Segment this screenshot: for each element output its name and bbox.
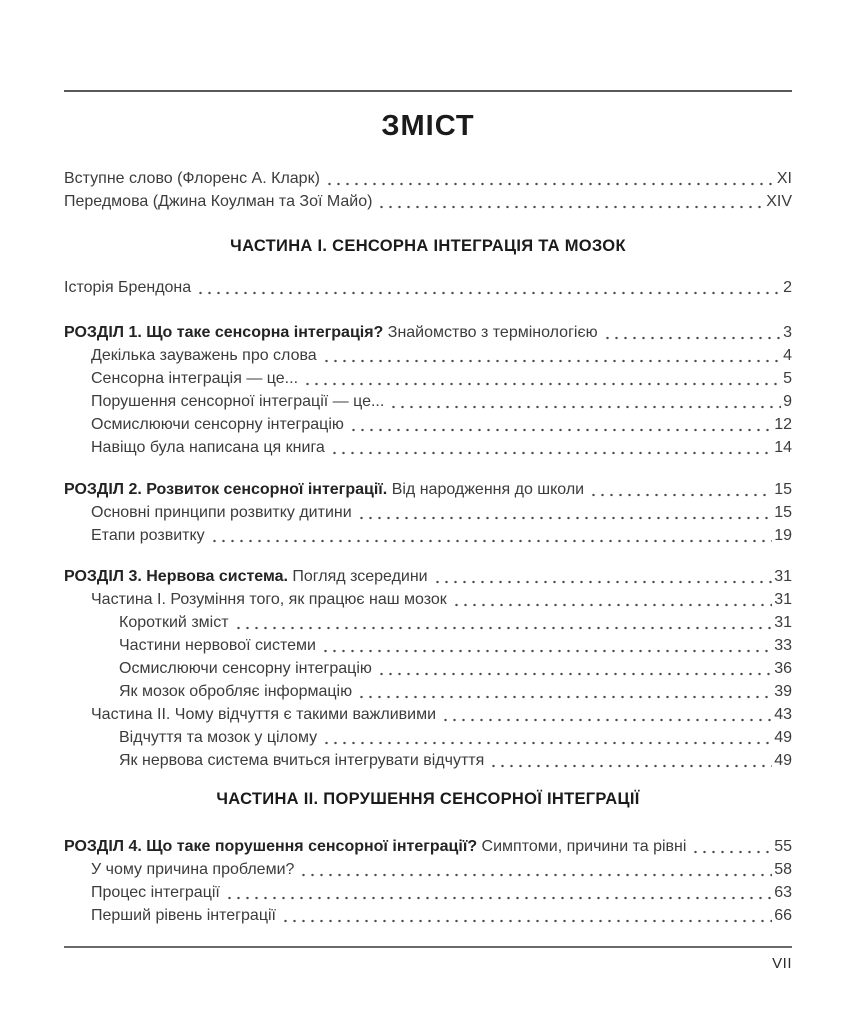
dot-leader: [357, 501, 773, 524]
toc-entry: [64, 858, 792, 881]
toc-entry-page: 31: [774, 591, 792, 608]
toc-entry: [64, 344, 792, 367]
toc-entry: [64, 881, 792, 904]
toc-entry-label: Сенсорна інтеграція — це...: [91, 370, 299, 387]
toc-entry: [64, 276, 792, 299]
top-rule: [64, 90, 792, 92]
toc-entry-chapter-label: РОЗДІЛ 4. Що таке порушення сенсорної інтеграції?: [64, 838, 478, 855]
toc-entry-page: 49: [774, 752, 792, 769]
toc-entry: [64, 904, 792, 927]
toc-entry-label: Передмова (Джина Коулман та Зої Майо): [64, 193, 373, 210]
dot-leader: [234, 611, 773, 634]
part-heading: ЧАСТИНА І. СЕНСОРНА ІНТЕГРАЦІЯ ТА МОЗОК: [230, 237, 626, 255]
toc-entry: [64, 190, 792, 213]
toc-entry-page: 63: [774, 884, 792, 901]
toc-entry-label: Основні принципи розвитку дитини: [91, 504, 352, 521]
toc-entry-label: Етапи розвитку: [91, 527, 205, 544]
toc-entry-label: Осмислюючи сенсорну інтеграцію: [91, 416, 344, 433]
front-matter-block: [64, 167, 792, 213]
dot-leader: [299, 858, 772, 881]
toc-entry-label: Відчуття та мозок у цілому: [119, 729, 318, 746]
toc-entry-page: 31: [774, 614, 792, 631]
dot-leader: [330, 436, 772, 459]
toc-entry-page: 9: [783, 393, 792, 410]
toc-entry-label: [64, 565, 428, 588]
toc-entry-subtitle: Симптоми, причини та рівні: [477, 838, 687, 855]
toc-entry-label: Навіщо була написана ця книга: [91, 439, 325, 456]
toc-entry: [64, 680, 792, 703]
toc-entry: [64, 565, 792, 588]
toc-entry-label: [64, 835, 686, 858]
toc-entry-label: Як мозок обробляє інформацію: [119, 683, 353, 700]
toc-entry: [64, 367, 792, 390]
toc-entry-subtitle: Знайомство з термінологією: [383, 324, 598, 341]
toc-entry: [64, 413, 792, 436]
dot-leader: [321, 634, 772, 657]
toc-entry-page: XIV: [766, 193, 792, 210]
dot-leader: [303, 367, 781, 390]
toc-entry: [64, 501, 792, 524]
toc-entry-label: Частина І. Розуміння того, як працює наш мозок: [91, 591, 447, 608]
dot-leader: [377, 190, 764, 213]
toc-entry-page: 66: [774, 907, 792, 924]
toc-entry-chapter-label: РОЗДІЛ 2. Розвиток сенсорної інтеграції.: [64, 481, 388, 498]
toc-entry-label: Історія Брендона: [64, 279, 192, 296]
bottom-rule: [64, 946, 792, 948]
chapter-1-block: [64, 321, 792, 459]
toc-entry-page: 4: [783, 347, 792, 364]
toc-entry-label: Порушення сенсорної інтеграції — це...: [91, 393, 385, 410]
toc-entry-page: 2: [783, 279, 792, 296]
dot-leader: [433, 565, 773, 588]
toc-entry: [64, 634, 792, 657]
toc-entry-chapter-label: РОЗДІЛ 3. Нервова система.: [64, 568, 288, 585]
dot-leader: [389, 390, 781, 413]
dot-leader: [357, 680, 772, 703]
toc-entry-label: У чому причина проблеми?: [91, 861, 295, 878]
toc-entry-page: 33: [774, 637, 792, 654]
toc-entry: [64, 436, 792, 459]
toc-entry-label: Частина ІІ. Чому відчуття є такими важливими: [91, 706, 437, 723]
toc-entry-label: Вступне слово (Флоренс А. Кларк): [64, 170, 320, 187]
chapter-3-block: [64, 565, 792, 772]
toc-entry-page: 15: [774, 504, 792, 521]
dot-leader: [589, 478, 772, 501]
toc-entry-chapter-label: РОЗДІЛ 1. Що таке сенсорна інтеграція?: [64, 324, 384, 341]
toc-entry-page: 36: [774, 660, 792, 677]
dot-leader: [322, 726, 772, 749]
dot-leader: [452, 588, 772, 611]
dot-leader: [691, 835, 772, 858]
toc-entry-subtitle: Від народження до школи: [387, 481, 585, 498]
dot-leader: [325, 167, 775, 190]
dot-leader: [196, 276, 781, 299]
toc-entry-page: 14: [774, 439, 792, 456]
toc-entry-page: 58: [774, 861, 792, 878]
toc-entry-label: Короткий зміст: [119, 614, 229, 631]
toc-entry-page: 31: [774, 568, 792, 585]
toc-entry-label: Декілька зауважень про слова: [91, 347, 317, 364]
toc-entry: [64, 835, 792, 858]
toc-entry-page: 19: [774, 527, 792, 544]
toc-entry-page: 5: [783, 370, 792, 387]
dot-leader: [349, 413, 772, 436]
dot-leader: [377, 657, 772, 680]
intro-block: [64, 276, 792, 299]
dot-leader: [225, 881, 772, 904]
dot-leader: [281, 904, 772, 927]
toc-entry-page: XI: [776, 170, 792, 187]
toc-entry-page: 55: [774, 838, 792, 855]
toc-entry: [64, 726, 792, 749]
toc-entry-page: 43: [774, 706, 792, 723]
toc-entry-label: Процес інтеграції: [91, 884, 220, 901]
dot-leader: [441, 703, 772, 726]
toc-entry-page: 49: [774, 729, 792, 746]
toc-entry: [64, 749, 792, 772]
chapter-4-block: [64, 835, 792, 927]
toc-entry: [64, 588, 792, 611]
toc-entry-page: 12: [774, 416, 792, 433]
dot-leader: [322, 344, 781, 367]
toc-entry-subtitle: Погляд зсередини: [287, 568, 428, 585]
toc-entry: [64, 524, 792, 547]
toc-entry: [64, 657, 792, 680]
toc-entry: [64, 321, 792, 344]
toc-entry-label: [64, 321, 598, 344]
toc-entry-label: Осмислюючи сенсорну інтеграцію: [119, 660, 372, 677]
dot-leader: [603, 321, 781, 344]
folio: VII: [772, 955, 792, 972]
dot-leader: [210, 524, 773, 547]
toc-entry-label: Перший рівень інтеграції: [91, 907, 276, 924]
toc-entry: [64, 167, 792, 190]
toc-entry: [64, 611, 792, 634]
toc-entry-label: Як нервова система вчиться інтегрувати відчуття: [119, 752, 485, 769]
toc-entry-page: 15: [774, 481, 792, 498]
toc-entry-label: Частини нервової системи: [119, 637, 316, 654]
part-heading: ЧАСТИНА ІІ. ПОРУШЕННЯ СЕНСОРНОЇ ІНТЕГРАЦІЇ: [216, 790, 640, 808]
page-title: ЗМІСТ: [381, 110, 475, 142]
toc-entry: [64, 703, 792, 726]
toc-entry: [64, 478, 792, 501]
toc-entry-page: 3: [783, 324, 792, 341]
toc-entry: [64, 390, 792, 413]
chapter-2-block: [64, 478, 792, 547]
toc-entry-page: 39: [774, 683, 792, 700]
dot-leader: [489, 749, 772, 772]
toc-entry-label: [64, 478, 584, 501]
